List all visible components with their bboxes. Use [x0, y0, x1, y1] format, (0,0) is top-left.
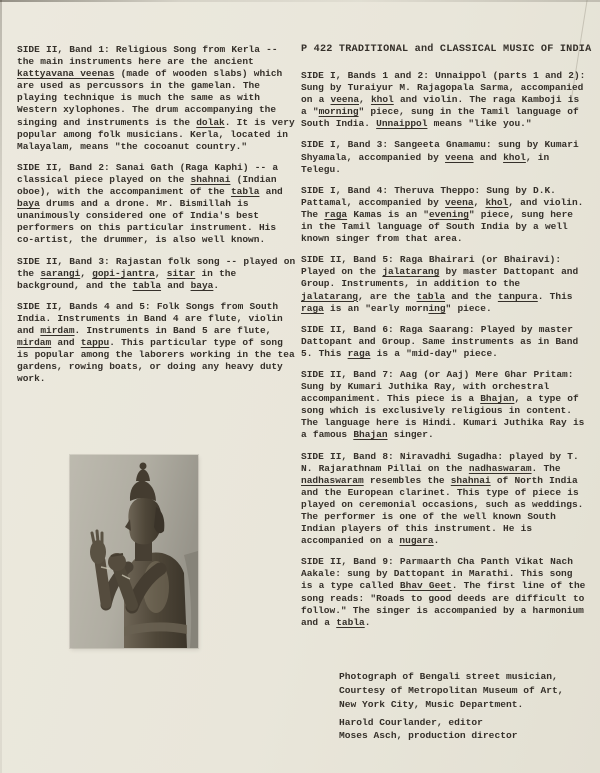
underlined-term: khol [485, 196, 509, 208]
paragraph: SIDE II, Band 8: Niravadhi Sugadha: played by T. N. Rajarathnam Pillai on the nadhaswaram. The nadhaswaram resembles the shahnai of North India and the European clarinet. This type of piece is played on ceremonial occasions, such as weddings. The performer is one of the well known South Indian players of this instrument. He is accompanied on a nugara. [301, 450, 584, 547]
underlined-term: Bhajan [480, 393, 515, 405]
underlined-term: baya [190, 279, 214, 291]
underlined-term: Bhajan [353, 429, 388, 441]
underlined-term: mirdam [17, 337, 52, 349]
scan-left-edge-shadow [0, 0, 2, 773]
underlined-term: nadhaswaram [468, 462, 532, 474]
statue-photograph [70, 455, 198, 648]
underlined-term: gopi-jantra [92, 267, 155, 279]
paragraph: SIDE II, Band 3: Rajastan folk song -- played on the sarangi, gopi-jantra, sitar in the background, and the tabla and baya. [17, 255, 296, 291]
underlined-term: dolak [196, 116, 225, 128]
paragraph: SIDE II, Band 1: Religious Song from Kerla -- the main instruments here are the ancient kattyavana veenas (made of wooden slabs) which are used as percussors in the gamelan. The playing technique is much the same as with Western xylophones. The drum accompanying the singing and instruments is the dolak. It is very popular among folk musicians. Kerla, located in Malayalam, means "the cocoanut country." [17, 44, 295, 152]
paragraph: SIDE I, Band 3: Sangeeta Gnamamu: sung by Kumari Shyamala, accompanied by veena and khol, in Telegu. [301, 139, 579, 175]
paragraph: SIDE II, Band 6: Raga Saarang: Played by master Dattopant and Group. Same instruments as in Band 5. This raga is a "mid-day" piece. [301, 323, 579, 359]
underlined-term: veena [445, 196, 474, 208]
underlined-term: shahnai [190, 173, 231, 185]
underlined-term: veena [330, 94, 360, 106]
underlined-term: mirdam [40, 324, 75, 336]
underlined-term: nugara [399, 535, 434, 547]
text-line: Moses Asch, production director [339, 730, 518, 742]
underlined-term: tabla [230, 186, 260, 198]
paragraph: SIDE II, Band 2: Sanai Gath (Raga Kaphi) -- a classical piece played on the shahnai (Indian oboe), with the accompaniment of the tabla and baya drums and a drone. Mr. Bismillah is unanimously considered one of India's best performers on this particular instrument. His co-artist, the drummer, is also well known. [17, 161, 283, 246]
underlined-term: khol [370, 94, 394, 106]
left-column [17, 44, 296, 394]
underlined-term: veena [445, 151, 474, 163]
underlined-term: baya [17, 198, 40, 210]
photo-caption [339, 670, 564, 711]
underlined-term: ing [428, 302, 446, 314]
underlined-term: Bhav Geet [399, 580, 452, 592]
underlined-term: tabla [416, 290, 446, 302]
paragraph: SIDE II, Band 5: Raga Bhairari (or Bhairavi): Played on the jalatarang by master Dattopant and Group. Instruments, in addition to the jalatarang, are the tabla and the tanpura. This raga is an "early morning" piece. [301, 254, 579, 314]
paragraph: SIDE II, Bands 4 and 5: Folk Songs from South India. Instruments in Band 4 are flute, violin and mirdam. Instruments in Band 5 are flute, mirdam and tappu. This particular type of song is popular among the laborers working in the tea gardens, rowing boats, or doing any heavy duty work. [17, 300, 295, 385]
paragraph: SIDE I, Bands 1 and 2: Unnaippol (parts 1 and 2): Sung by Turaiyur M. Rajagopala Sarma, accompanied on a veena, khol and violin. The raga Kamboji is a "morning" piece, sung in the Tamil language of South India. Unnaippol means "like you." [301, 70, 586, 130]
paragraph: SIDE II, Band 7: Aag (or Aaj) Mere Ghar Pritam: Sung by Kumari Juthika Ray, with orchestral accompaniment. This piece is a Bhajan, a type of song which is exclusively religious in content. The language here is Hindi. Kumari Juthika Ray is a famous Bhajan singer. [301, 368, 585, 441]
paragraph: SIDE I, Band 4: Theruva Theppo: Sung by D.K. Pattamal, accompanied by veena, khol, and violin. The raga Kamas is an "evening" piece, sung here in the Tamil language of South India by a well known singer from that area. [301, 184, 584, 245]
underlined-term: jalatarang [301, 290, 359, 302]
album-title: P 422 TRADITIONAL and CLASSICAL MUSIC OF INDIA [301, 44, 592, 55]
right-column [301, 44, 592, 638]
text-line: Harold Courlander, editor [339, 717, 483, 728]
statue-illustration [70, 455, 198, 648]
text-line: Courtesy of Metropolitan Museum of Art, [339, 684, 564, 696]
underlined-term: tabla [132, 279, 162, 291]
underlined-term: sarangi [40, 267, 81, 279]
underlined-term: raga [347, 347, 371, 359]
underlined-term: raga [301, 302, 324, 314]
underlined-term: jalatarang [382, 266, 440, 278]
underlined-term: tappu [80, 337, 110, 349]
text-line: Photograph of Bengali street musician, [339, 671, 558, 682]
paragraph: SIDE II, Band 9: Parmaarth Cha Panth Vikat Nach Aakale: sung by Dattopant in Marathi. This song is a type called Bhav Geet. The first line of the song reads: "Roads to good deeds are difficult to follow." The singer is accompanied by a harmonium and a tabla. [301, 556, 586, 628]
underlined-term: nadhaswaram [301, 474, 364, 486]
underlined-term: raga [324, 208, 348, 220]
underlined-term: shahnai [450, 474, 491, 486]
underlined-term: tabla [336, 616, 365, 628]
underlined-term: Unnaippol [376, 118, 428, 130]
underlined-term: khol [503, 151, 526, 163]
underlined-term: tanpura [497, 290, 538, 302]
underlined-term: kattyavana veenas [17, 68, 115, 80]
scan-top-edge-shadow [0, 0, 600, 2]
underlined-term: evening [428, 208, 469, 220]
credits [339, 716, 517, 742]
text-line: New York City, Music Department. [339, 698, 524, 710]
underlined-term: sitar [166, 267, 196, 279]
underlined-term: morning [318, 106, 359, 118]
